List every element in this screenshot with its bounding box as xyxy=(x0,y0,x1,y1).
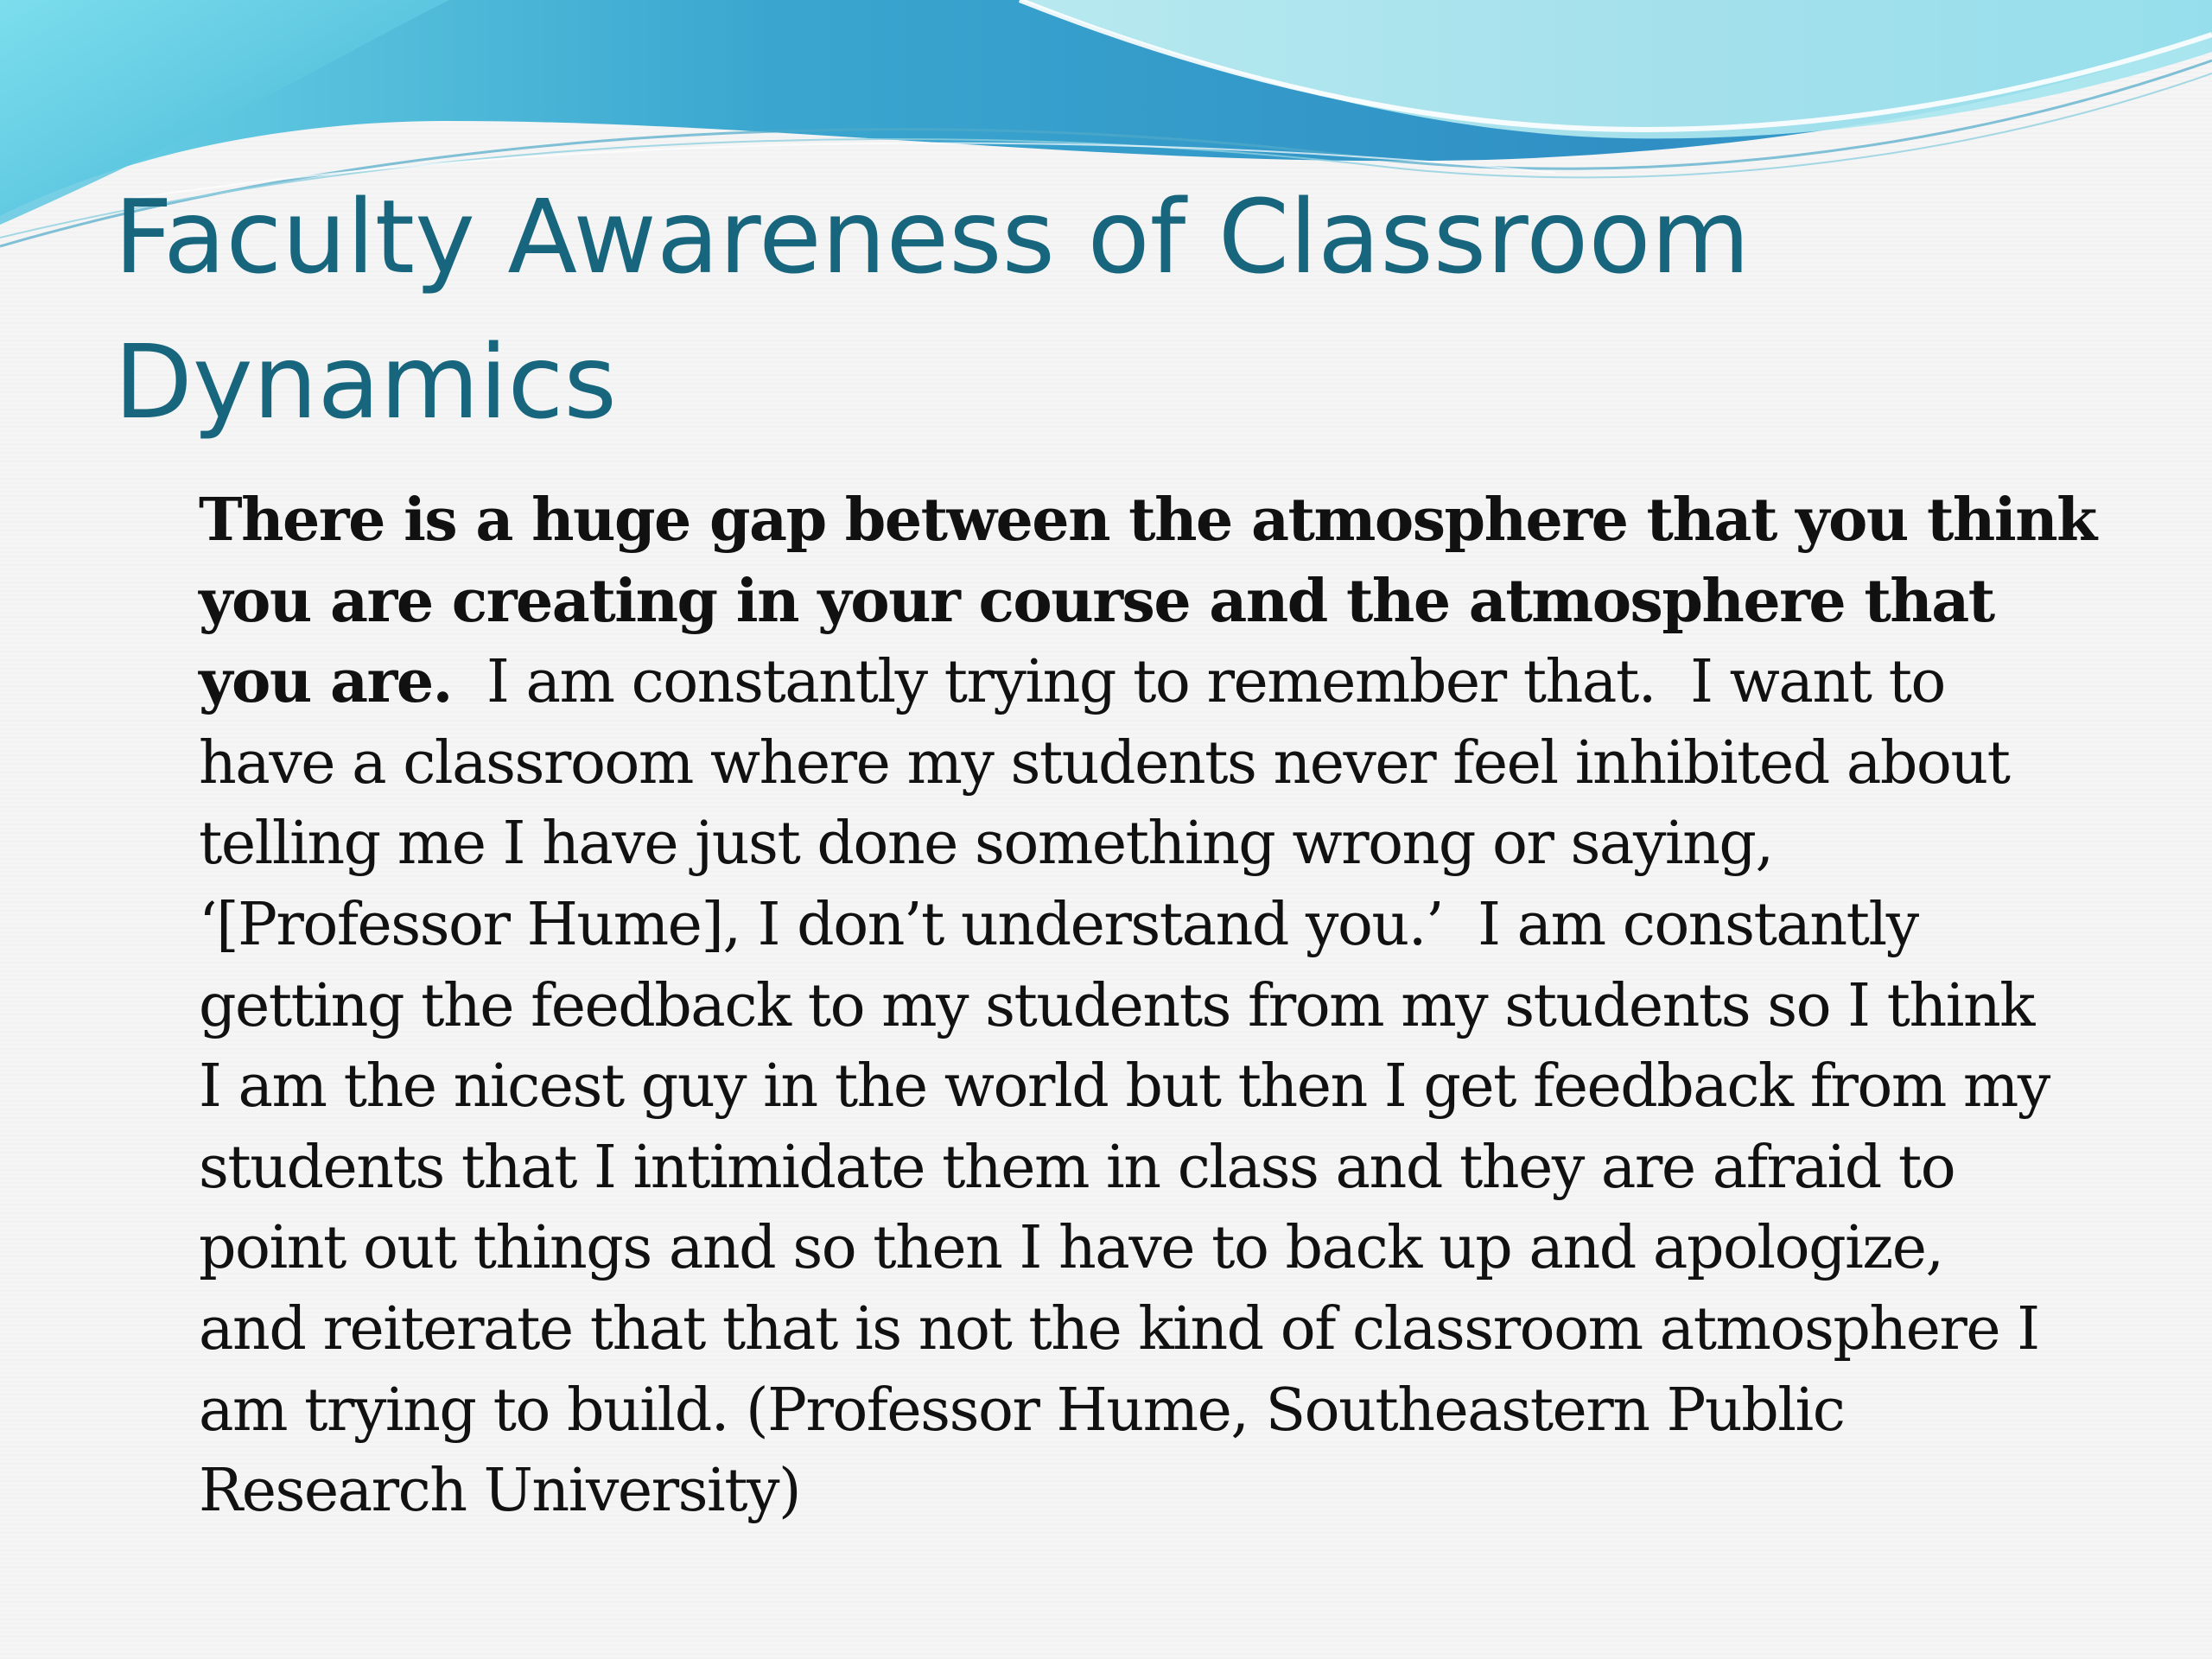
quote-regular-text: getting the feedback to my students from my students so I think xyxy=(199,971,2034,1040)
quote-bold-text: you are creating in your course and the atmosphere that xyxy=(199,566,1994,636)
quote-regular-text: am trying to build. (Professor Hume, Southeastern Public xyxy=(199,1376,1845,1445)
slide-title-line-2: Dynamics xyxy=(114,322,617,442)
quote-regular-text: telling me I have just done something wrong or saying, xyxy=(199,810,1773,879)
quote-regular-text: point out things and so then I have to back up and apologize, xyxy=(199,1214,1943,1283)
quote-bold-text: you are. xyxy=(199,647,452,717)
slide-title-line-1: Faculty Awareness of Classroom xyxy=(114,177,1751,296)
quote-line xyxy=(199,1289,2134,1370)
quote-regular-text: students that I intimidate them in class and they are afraid to xyxy=(199,1133,1955,1202)
quote-body xyxy=(199,480,2134,1532)
quote-line xyxy=(199,642,2134,723)
quote-line xyxy=(199,1208,2134,1289)
quote-regular-text: have a classroom where my students never feel inhibited about xyxy=(199,728,2010,798)
quote-line xyxy=(199,480,2134,562)
quote-line xyxy=(199,1370,2134,1452)
quote-line xyxy=(199,1046,2134,1128)
quote-line xyxy=(199,966,2134,1047)
quote-line xyxy=(199,1128,2134,1209)
quote-line xyxy=(199,804,2134,885)
quote-line xyxy=(199,1451,2134,1532)
quote-regular-text: I am constantly trying to remember that. I want to xyxy=(451,648,1945,717)
slide-title xyxy=(114,164,2101,454)
quote-regular-text: ‘[Professor Hume], I don’t understand you.’ I am constantly xyxy=(199,890,1918,959)
quote-line xyxy=(199,723,2134,804)
quote-regular-text: I am the nicest guy in the world but then I get feedback from my xyxy=(199,1052,2050,1122)
quote-line xyxy=(199,562,2134,643)
quote-line xyxy=(199,885,2134,966)
quote-bold-text: There is a huge gap between the atmosphere that you think xyxy=(199,486,2096,555)
quote-regular-text: Research University) xyxy=(199,1457,801,1526)
quote-regular-text: and reiterate that that is not the kind of classroom atmosphere I xyxy=(199,1294,2039,1363)
